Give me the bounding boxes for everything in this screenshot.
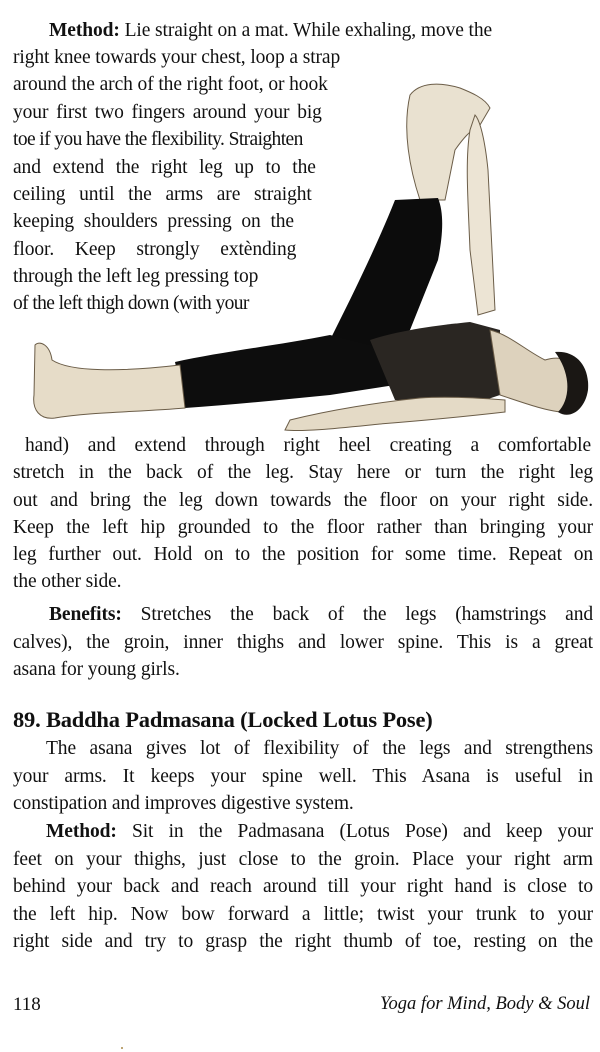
method-line: hand) and extend through right heel creating a comfortable bbox=[25, 435, 591, 456]
print-speck bbox=[121, 1047, 123, 1049]
benefits-line: calves), the groin, inner thighs and lower spine. This is a great bbox=[13, 632, 593, 653]
method-line: feet on your thighs, just close to the groin. Place your right arm bbox=[13, 849, 593, 870]
page-number: 118 bbox=[13, 994, 41, 1015]
intro-line: The asana gives lot of flexibility of the legs and strengthens bbox=[46, 738, 593, 759]
method-line: stretch in the back of the leg. Stay here or turn the right leg bbox=[13, 462, 593, 483]
method-line: and extend the right leg up to the bbox=[13, 157, 316, 178]
method-line: the left hip. Now bow forward a little; twist your trunk to your bbox=[13, 904, 593, 925]
method-line: around the arch of the right foot, or hook bbox=[13, 74, 328, 95]
method-label: Method: bbox=[49, 20, 120, 41]
method-label: Method: bbox=[46, 821, 117, 842]
method-line: Method: Sit in the Padmasana (Lotus Pose) and keep your bbox=[46, 821, 593, 842]
intro-line: constipation and improves digestive system. bbox=[13, 793, 354, 814]
running-footer-title: Yoga for Mind, Body & Soul bbox=[379, 994, 590, 1014]
method-line: behind your back and reach around till your right hand is close to bbox=[13, 876, 593, 897]
section-heading: 89. Baddha Padmasana (Locked Lotus Pose) bbox=[13, 707, 433, 732]
method-line: Keep the left hip grounded to the floor rather than bringing your bbox=[13, 517, 593, 538]
method-line: your first two fingers around your big bbox=[13, 102, 322, 123]
benefits-line: asana for young girls. bbox=[13, 659, 180, 680]
method-line: floor. Keep strongly extènding bbox=[13, 239, 297, 260]
method-line: leg further out. Hold on to the position for some time. Repeat on bbox=[13, 544, 593, 565]
method-line: right side and try to grasp the right thumb of toe, resting on the bbox=[13, 931, 593, 952]
method-line: the other side. bbox=[13, 571, 122, 592]
intro-line: your arms. It keeps your spine well. This Asana is useful in bbox=[13, 766, 593, 787]
method-line: keeping shoulders pressing on the bbox=[13, 211, 294, 232]
method-line: ceiling until the arms are straight bbox=[13, 184, 312, 205]
method-line: right knee towards your chest, loop a strap bbox=[13, 47, 341, 68]
method-line: out and bring the leg down towards the floor on your right side. bbox=[13, 490, 593, 511]
benefits-label: Benefits: bbox=[49, 604, 122, 625]
benefits-line: Benefits: Stretches the back of the legs (hamstrings and bbox=[49, 604, 593, 625]
method-line: through the left leg pressing top bbox=[13, 266, 259, 287]
method-line: of the left thigh down (with your bbox=[13, 293, 249, 314]
method-line: Method: Lie straight on a mat. While exhaling, move the bbox=[49, 20, 493, 41]
method-line: toe if you have the flexibility. Straighten bbox=[13, 129, 303, 150]
